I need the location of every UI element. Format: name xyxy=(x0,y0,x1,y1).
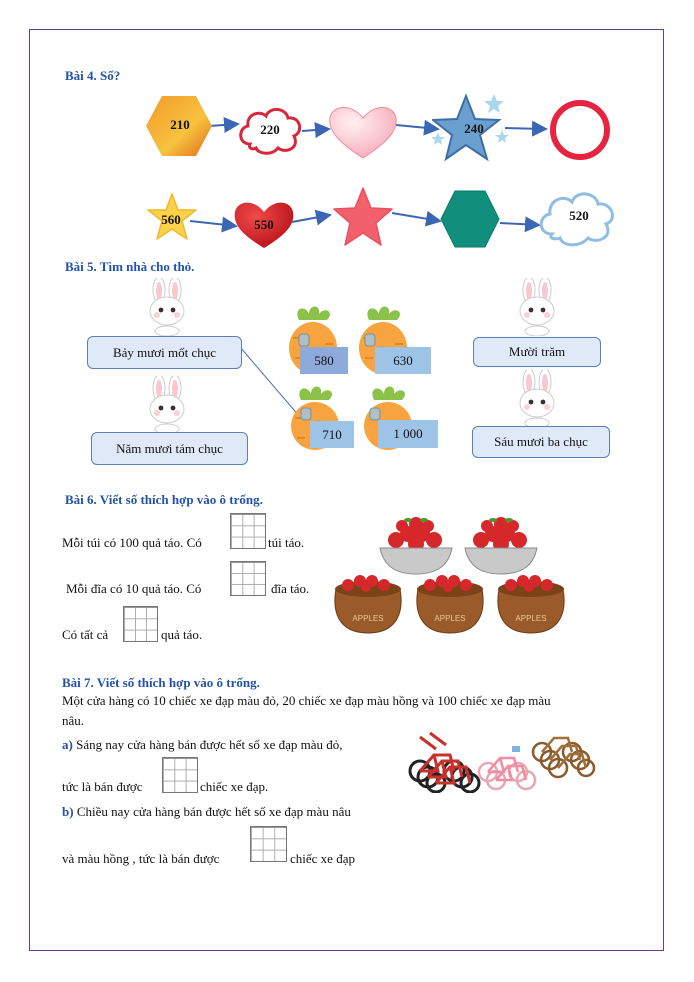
bicycles-brown-icon xyxy=(530,722,596,784)
apple-bowl-icon xyxy=(463,512,539,576)
house-number-1: 580 xyxy=(300,347,348,374)
part-b-text: Chiều nay cửa hàng bán được hết số xe đạp màu nâu xyxy=(76,804,351,819)
bai6-heading: Bài 6. Viết số thích hợp vào ô trống. xyxy=(65,492,263,507)
apple-bowl-icon xyxy=(378,512,454,576)
bai6-line2-tail: đĩa táo. xyxy=(271,581,310,596)
bai7-heading: Bài 7. Viết số thích hợp vào ô trống. xyxy=(62,675,260,690)
part-a-label: a) xyxy=(62,737,73,752)
rabbit-icon xyxy=(142,376,192,434)
bai7-part-a xyxy=(62,737,343,753)
apple-sack-icon xyxy=(495,571,567,635)
bai4-heading: Bài 4. Số? xyxy=(65,68,121,83)
rabbit-icon xyxy=(512,278,562,336)
row2-value-1: 560 xyxy=(161,212,181,227)
bai7-a-line2-tail: chiếc xe đạp. xyxy=(200,779,269,794)
house-number-3: 710 xyxy=(310,421,354,448)
bai6-line3-tail: quả táo. xyxy=(161,627,203,642)
answer-box[interactable] xyxy=(230,513,266,549)
rabbit-icon xyxy=(512,370,562,428)
house-number-2: 630 xyxy=(375,347,431,374)
svg-text:APPLES: APPLES xyxy=(434,614,466,623)
answer-box[interactable] xyxy=(230,561,266,596)
row1-value-2: 220 xyxy=(260,122,280,137)
bai6-line1-text: Mỗi túi có 100 quả táo. Có xyxy=(62,535,202,550)
bai6-line1-tail: túi táo. xyxy=(268,535,305,550)
rabbit-card-1: Bảy mươi mốt chục xyxy=(87,336,242,369)
part-b-label: b) xyxy=(62,804,74,819)
house-number-4: 1 000 xyxy=(378,420,438,448)
apple-sack-icon xyxy=(414,571,486,635)
rabbit-card-2: Năm mươi tám chục xyxy=(91,432,248,465)
part-a-text: Sáng nay cửa hàng bán được hết số xe đạp màu đỏ, xyxy=(76,737,343,752)
answer-box[interactable] xyxy=(162,757,198,793)
bai7-a-line2: tức là bán được xyxy=(62,779,143,794)
bai7-b-line2: và màu hồng , tức là bán được xyxy=(62,851,220,866)
rabbit-card-4: Sáu mươi ba chục xyxy=(472,426,610,458)
bai7-intro-line1: Một cửa hàng có 10 chiếc xe đạp màu đỏ, 20 chiếc xe đạp màu hồng và 100 chiếc xe đạp màu xyxy=(62,693,551,708)
bai6-line3-text: Có tất cả xyxy=(62,627,109,642)
row2-value-2: 550 xyxy=(254,217,274,232)
bai7-intro-line2: nâu. xyxy=(62,713,85,728)
row1-value-4: 240 xyxy=(464,121,484,136)
answer-box[interactable] xyxy=(123,606,158,642)
bai6-line2-text: Mỗi đĩa có 10 quả táo. Có xyxy=(66,581,202,596)
bai5-heading: Bài 5. Tìm nhà cho thỏ. xyxy=(65,259,195,274)
bai7-b-line2-tail: chiếc xe đạp xyxy=(290,851,355,866)
svg-text:APPLES: APPLES xyxy=(352,614,384,623)
row1-value-1: 210 xyxy=(170,117,190,132)
bicycles-red-icon xyxy=(406,727,482,793)
apple-sack-icon xyxy=(332,571,404,635)
bai7-part-b xyxy=(62,804,351,820)
rabbit-card-3: Mười trăm xyxy=(473,337,601,367)
rabbit-icon xyxy=(142,278,192,336)
row2-value-5: 520 xyxy=(569,208,589,223)
svg-text:APPLES: APPLES xyxy=(515,614,547,623)
answer-box[interactable] xyxy=(250,826,287,862)
